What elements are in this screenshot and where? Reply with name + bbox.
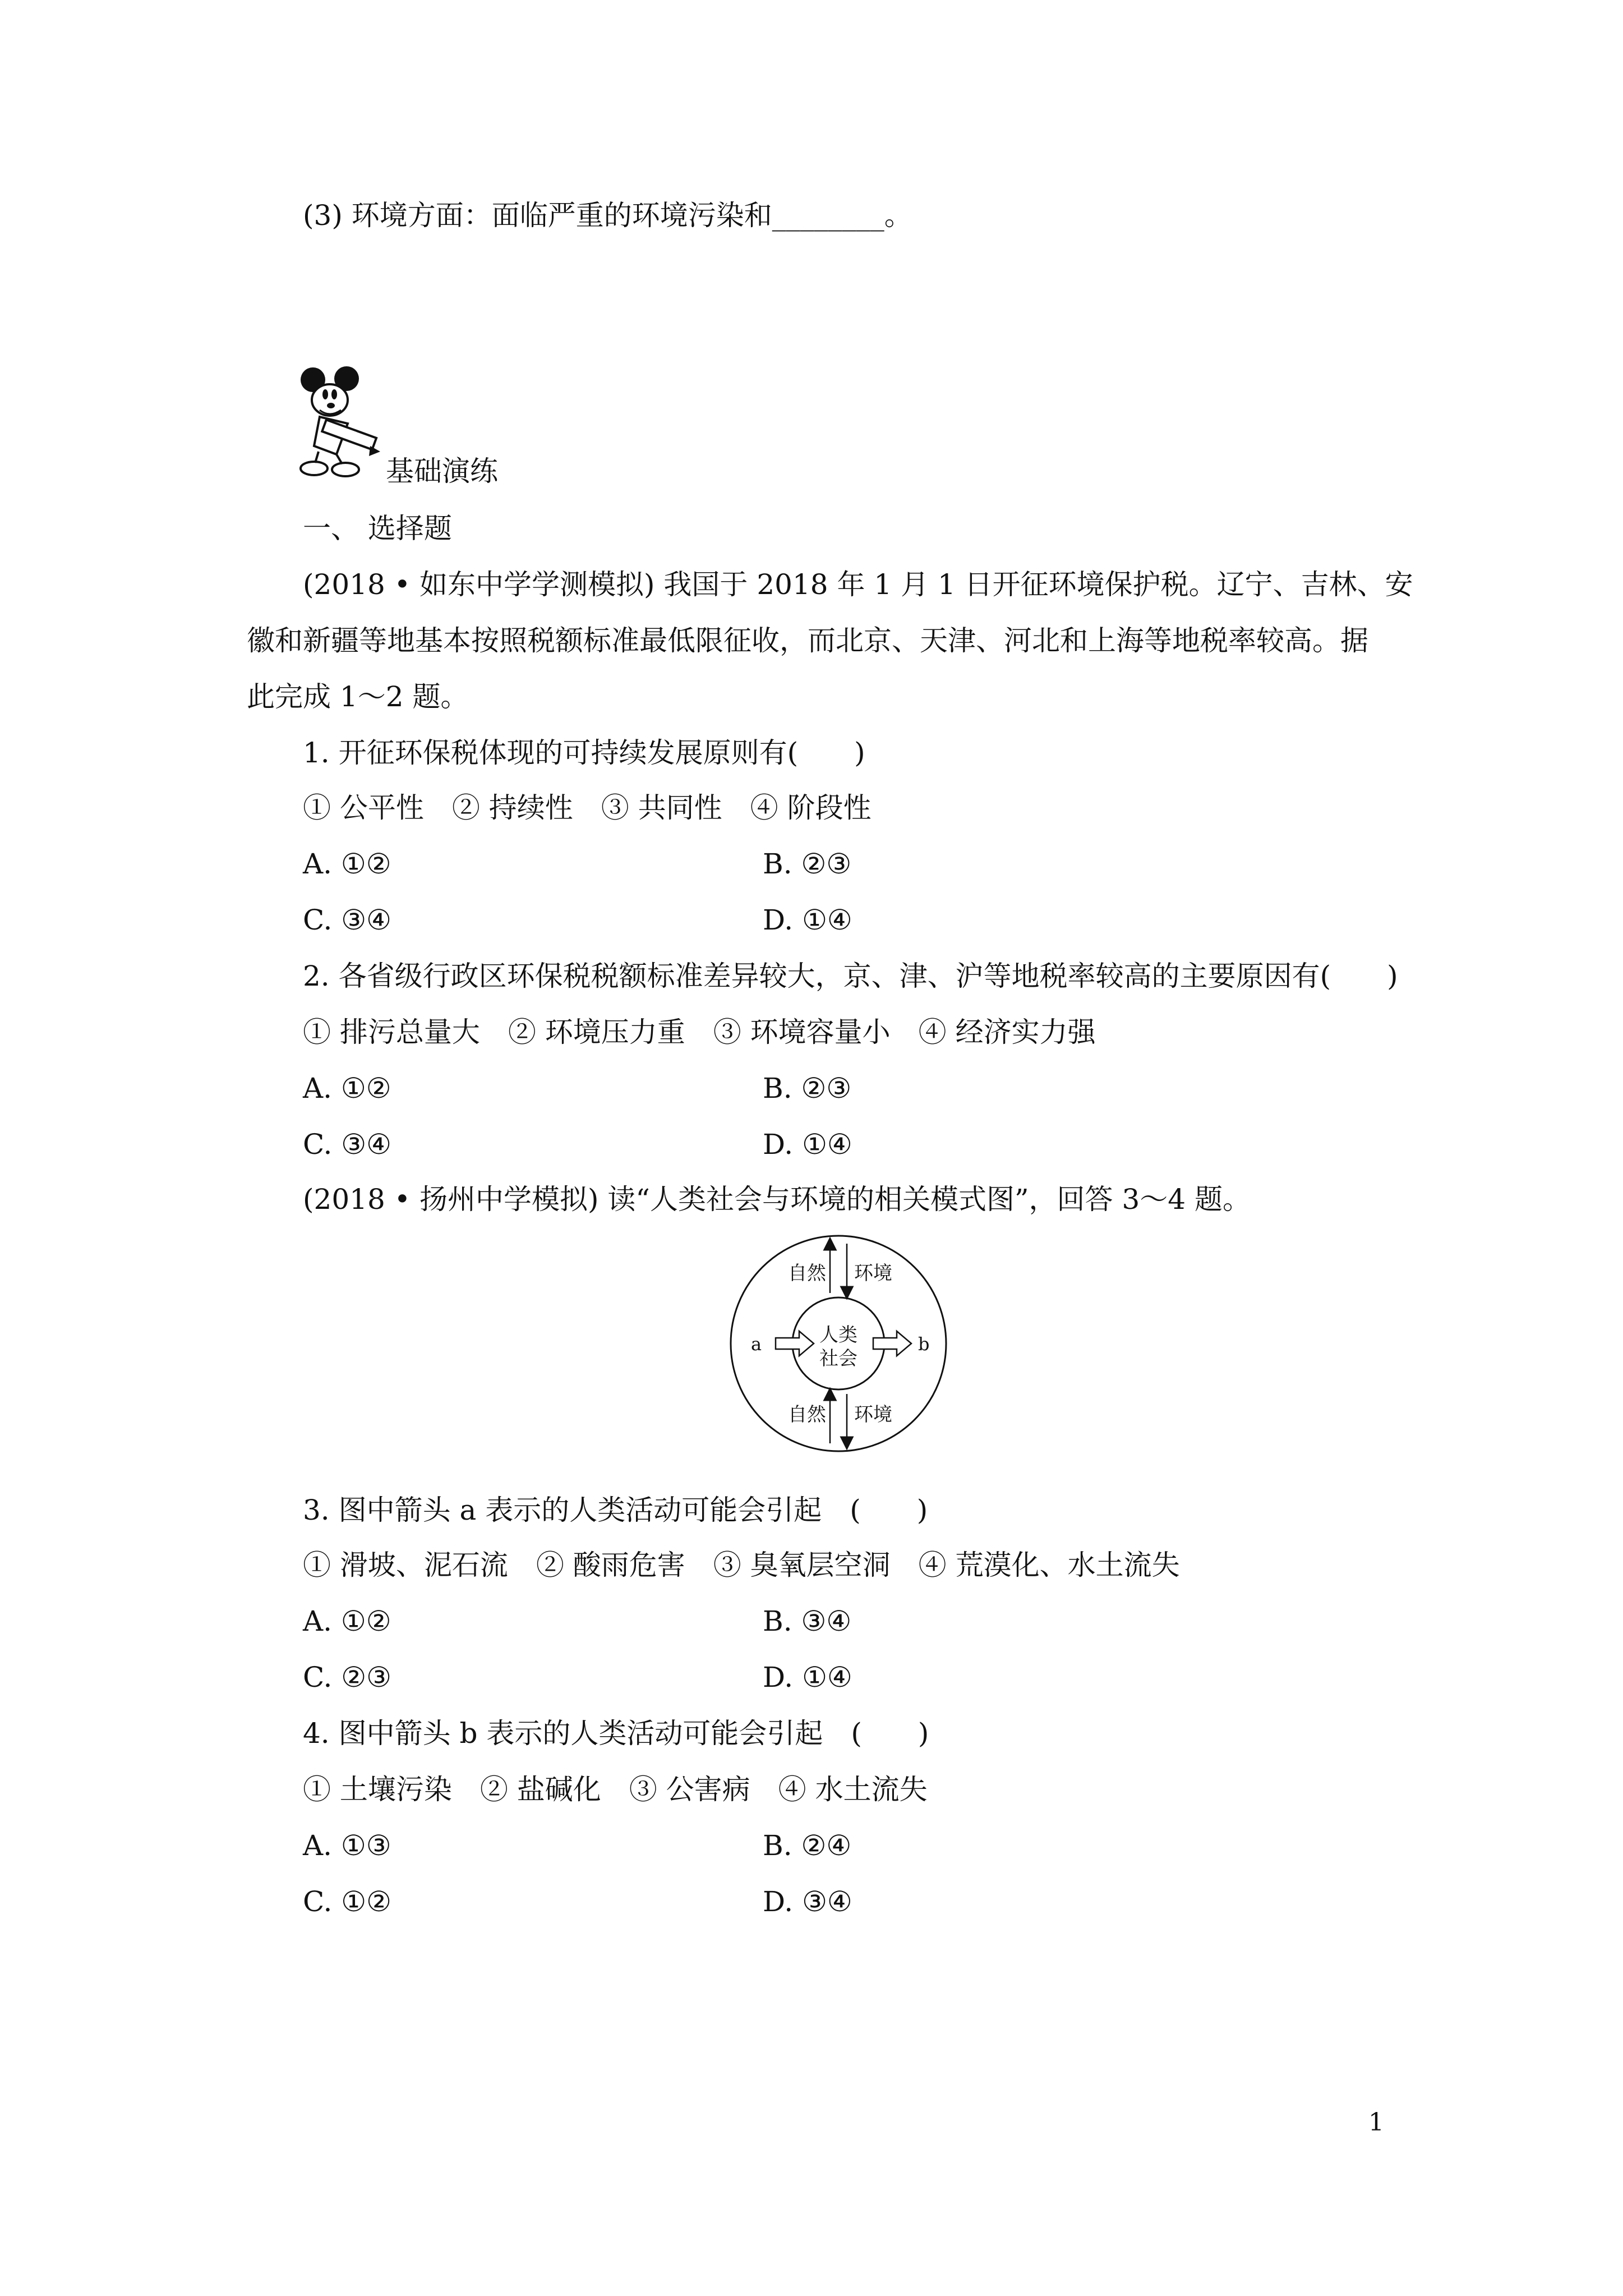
question-3-environment: (3) 环境方面：面临严重的环境污染和________。 [303, 199, 912, 232]
intro-1-line-2: 徽和新疆等地基本按照税额标准最低限征收，而北京、天津、河北和上海等地税率较高。据 [247, 624, 1368, 657]
mascot-illustration [297, 362, 381, 482]
arrow-b [873, 1331, 911, 1356]
intro-2: (2018 • 扬州中学模拟) 读“人类社会与环境的相关模式图”，回答 3～4 题。 [303, 1183, 1251, 1216]
q2-option-b[interactable]: B. ②③ [763, 1072, 852, 1105]
q1-stem: 1. 开征环保税体现的可持续发展原则有( ) [303, 737, 865, 769]
diagram-label-b: b [918, 1333, 930, 1355]
section-title: 基础演练 [386, 455, 498, 487]
human-society-environment-diagram [726, 1231, 951, 1456]
q3-option-a[interactable]: A. ①② [303, 1605, 391, 1637]
diagram-top-right: 环境 [854, 1262, 892, 1285]
q3-option-b[interactable]: B. ③④ [763, 1605, 852, 1637]
q2-option-c[interactable]: C. ③④ [303, 1128, 391, 1161]
q4-option-a[interactable]: A. ①③ [303, 1829, 391, 1862]
diagram-top-left: 自然 [788, 1262, 826, 1285]
q1-option-d[interactable]: D. ①④ [763, 904, 852, 936]
q2-option-d[interactable]: D. ①④ [763, 1128, 852, 1161]
diagram-center-line-1: 人类 [819, 1324, 857, 1346]
q1-option-a[interactable]: A. ①② [303, 848, 391, 880]
diagram-center-line-2: 社会 [819, 1347, 857, 1370]
diagram-bottom-right: 环境 [854, 1404, 892, 1426]
q2-option-a[interactable]: A. ①② [303, 1072, 391, 1105]
q3-items: ① 滑坡、泥石流 ② 酸雨危害 ③ 臭氧层空洞 ④ 荒漠化、水土流失 [303, 1549, 1180, 1581]
q4-option-b[interactable]: B. ②④ [763, 1829, 852, 1862]
q1-items: ① 公平性 ② 持续性 ③ 共同性 ④ 阶段性 [303, 792, 872, 824]
q1-option-b[interactable]: B. ②③ [763, 848, 852, 880]
intro-1-line-3: 此完成 1～2 题。 [247, 680, 469, 713]
q3-option-d[interactable]: D. ①④ [763, 1661, 852, 1694]
part-heading: 一、 选择题 [303, 512, 452, 545]
arrow-a [776, 1331, 814, 1356]
q4-option-c[interactable]: C. ①② [303, 1885, 391, 1918]
q3-stem: 3. 图中箭头 a 表示的人类活动可能会引起 ( ) [303, 1494, 928, 1526]
diagram-bottom-left: 自然 [788, 1404, 826, 1426]
q3-option-c[interactable]: C. ②③ [303, 1661, 391, 1694]
q2-stem: 2. 各省级行政区环保税税额标准差异较大，京、津、沪等地税率较高的主要原因有( ) [303, 960, 1398, 992]
page-number: 1 [1368, 2108, 1384, 2137]
diagram-label-a: a [751, 1333, 762, 1355]
q4-items: ① 土壤污染 ② 盐碱化 ③ 公害病 ④ 水土流失 [303, 1773, 928, 1806]
q2-items: ① 排污总量大 ② 环境压力重 ③ 环境容量小 ④ 经济实力强 [303, 1016, 1096, 1048]
q1-option-c[interactable]: C. ③④ [303, 904, 391, 936]
q4-stem: 4. 图中箭头 b 表示的人类活动可能会引起 ( ) [303, 1717, 929, 1750]
q4-option-d[interactable]: D. ③④ [763, 1885, 852, 1918]
intro-1-line-1: (2018 • 如东中学学测模拟) 我国于 2018 年 1 月 1 日开征环境保护税。辽宁、吉林、安 [303, 568, 1413, 601]
